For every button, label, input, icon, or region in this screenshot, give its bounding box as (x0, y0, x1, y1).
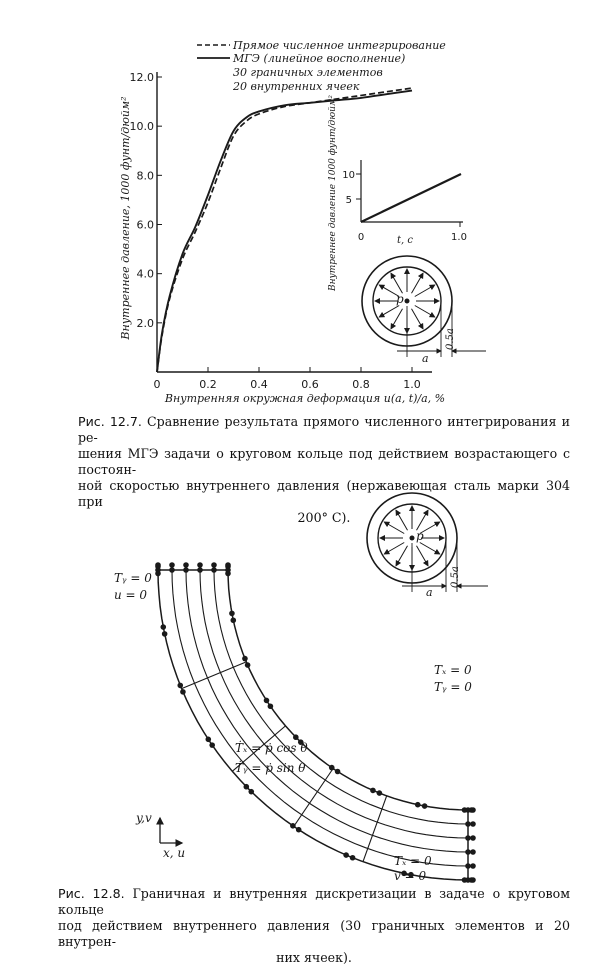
ring-sketch (362, 256, 486, 357)
inset-ytick-5: 5 (345, 195, 352, 206)
boundary-node (465, 863, 471, 869)
boundary-node (470, 849, 476, 855)
boundary-node (268, 703, 274, 709)
pressure-arrow (417, 546, 429, 566)
inset-xtick-0: 0 (357, 232, 365, 243)
boundary-node (335, 769, 341, 775)
boundary-node (329, 765, 335, 771)
boundary-node (293, 734, 299, 740)
bc-bottom-v: v = 0 (394, 869, 427, 883)
inset-xtick-1: 1.0 (451, 232, 467, 243)
legend-label-direct: Прямое численное интегрирование (233, 39, 446, 52)
y-tick-label: 12.0 (129, 71, 154, 84)
bc-right-tx: Tₓ = 0 (434, 663, 472, 677)
boundary-node (465, 849, 471, 855)
ring2-dim-a-label: a (426, 586, 433, 599)
ring2-center-label: p (416, 529, 424, 543)
ring-center-dot (410, 536, 415, 541)
pressure-arrow (379, 306, 399, 318)
boundary-node (470, 877, 476, 883)
x-tick-label: 0.6 (301, 378, 319, 391)
ring2-dim-thickness-label: 0.5a (450, 566, 461, 588)
boundary-node (296, 827, 302, 833)
x-tick-label: 0 (153, 378, 161, 391)
interior-arc (172, 570, 468, 866)
boundary-node (465, 807, 471, 813)
coord-x-label: x, u (163, 846, 186, 860)
inset-ytick-10: 10 (342, 170, 355, 181)
boundary-node (242, 656, 248, 662)
boundary-node (183, 567, 189, 573)
pressure-arrow (420, 543, 440, 555)
boundary-node (350, 855, 356, 861)
ring-center-dot (405, 299, 410, 304)
y-tick-label: 8.0 (136, 169, 154, 183)
ring-center-label: p (396, 292, 404, 306)
legend-label-bem: МГЭ (линейное восполнение) (233, 52, 406, 65)
boundary-node (225, 562, 231, 568)
inset-chart (328, 95, 467, 292)
x-tick-label: 0.4 (250, 378, 268, 391)
boundary-node (422, 803, 428, 809)
inset-series-line (361, 174, 461, 222)
boundary-node (264, 698, 270, 704)
caption2-line-2: под действием внутреннего давления (30 граничных элементов и 20 внутрен- (58, 918, 570, 949)
caption2-line-3: них ячеек). (276, 950, 352, 965)
boundary-node (169, 562, 175, 568)
bc-inner-ty: Ṫᵧ = ṗ sin θ (235, 761, 306, 775)
boundary-node (370, 788, 376, 794)
inset-x-label: t, c (397, 235, 413, 246)
caption-line-4: 200° С). (297, 510, 351, 525)
boundary-node (415, 802, 421, 808)
discretization-mesh (158, 570, 468, 880)
y-tick-label: 6.0 (136, 218, 154, 232)
pressure-arrow (415, 285, 435, 297)
boundary-node (211, 567, 217, 573)
bc-bottom-tx: Tₓ = 0 (394, 854, 432, 868)
bc-left-ty: Tᵧ = 0 (114, 571, 152, 585)
pressure-arrow (412, 309, 424, 329)
y-axis-label: Внутреннее давление, 1000 фунт/дюйм² (119, 96, 132, 340)
boundary-node (160, 624, 166, 630)
boundary-node (248, 789, 254, 795)
x-tick-label: 0.2 (199, 378, 217, 391)
boundary-node (183, 562, 189, 568)
x-tick-label: 0.8 (352, 378, 370, 391)
boundary-node (205, 737, 211, 743)
boundary-node (155, 567, 161, 573)
boundary-node (343, 852, 349, 858)
figure-12-7 (119, 39, 486, 405)
pressure-arrow (384, 543, 404, 555)
boundary-node (197, 567, 203, 573)
figure-12-8 (114, 493, 488, 883)
bc-inner-tx: Ṫₓ = ṗ cos θ (235, 741, 308, 755)
boundary-node (229, 611, 235, 617)
pressure-arrow (391, 273, 403, 293)
caption-line-1: Сравнение результата прямого численного интегрирования и ре- (78, 414, 570, 445)
chart-legend (197, 39, 446, 93)
inset-y-label: Внутреннее давление 1000 фунт/дюйм² (328, 94, 338, 292)
boundary-node (470, 821, 476, 827)
interior-arc (186, 570, 468, 852)
boundary-node (197, 562, 203, 568)
bc-right-ty: Tᵧ = 0 (434, 680, 472, 694)
caption-line-2: шения МГЭ задачи о круговом кольце под действием возрастающего с постоян- (78, 446, 570, 477)
interior-arc (200, 570, 468, 838)
coord-y-label: y,v (136, 811, 152, 825)
boundary-node (470, 835, 476, 841)
x-tick-label: 1.0 (403, 378, 421, 391)
bc-left-u: u = 0 (114, 588, 148, 602)
boundary-node (290, 823, 296, 829)
pressure-arrow (412, 273, 424, 293)
pressure-arrow (396, 546, 408, 566)
boundary-node (162, 631, 168, 637)
boundary-node (169, 567, 175, 573)
boundary-node (465, 821, 471, 827)
boundary-node (209, 742, 215, 748)
boundary-node (230, 617, 236, 623)
caption-lead: Рис. 12.7. (78, 414, 142, 429)
x-axis-label: Внутренняя окружная деформация u(a, t)/a, % (164, 392, 446, 405)
ring-dim-a-label: a (422, 352, 429, 365)
boundary-node (244, 784, 250, 790)
boundary-node (465, 877, 471, 883)
legend-label-elements: 30 граничных элементов (233, 66, 383, 79)
axis-ticks (130, 71, 421, 391)
figure-12-7-caption (78, 414, 570, 526)
caption2-line-1: Граничная и внутренняя дискретизации в задаче о круговом кольце (58, 886, 570, 917)
legend-label-cells: 20 внутренних ячеек (233, 80, 360, 93)
boundary-node (465, 835, 471, 841)
boundary-node (470, 863, 476, 869)
boundary-node (211, 562, 217, 568)
ring-dim-thickness-label: 0.5a (445, 328, 456, 350)
caption-line-3: ной скоростью внутреннего давления (нержавеющая сталь марки 304 при (78, 478, 570, 509)
boundary-node (470, 807, 476, 813)
boundary-node (180, 689, 186, 695)
y-tick-label: 4.0 (136, 267, 154, 281)
boundary-node (245, 662, 251, 668)
caption2-lead: Рис. 12.8. (58, 886, 125, 901)
y-tick-label: 2.0 (136, 316, 154, 330)
y-tick-label: 10.0 (129, 120, 154, 134)
boundary-node (225, 567, 231, 573)
boundary-node (155, 562, 161, 568)
figure-12-8-caption (58, 886, 570, 966)
boundary-node (377, 790, 383, 796)
boundary-node (177, 683, 183, 689)
series-direct-integration-line (157, 88, 412, 372)
pressure-arrow (415, 306, 435, 318)
interior-arc (214, 570, 468, 824)
pressure-arrow (391, 309, 403, 329)
